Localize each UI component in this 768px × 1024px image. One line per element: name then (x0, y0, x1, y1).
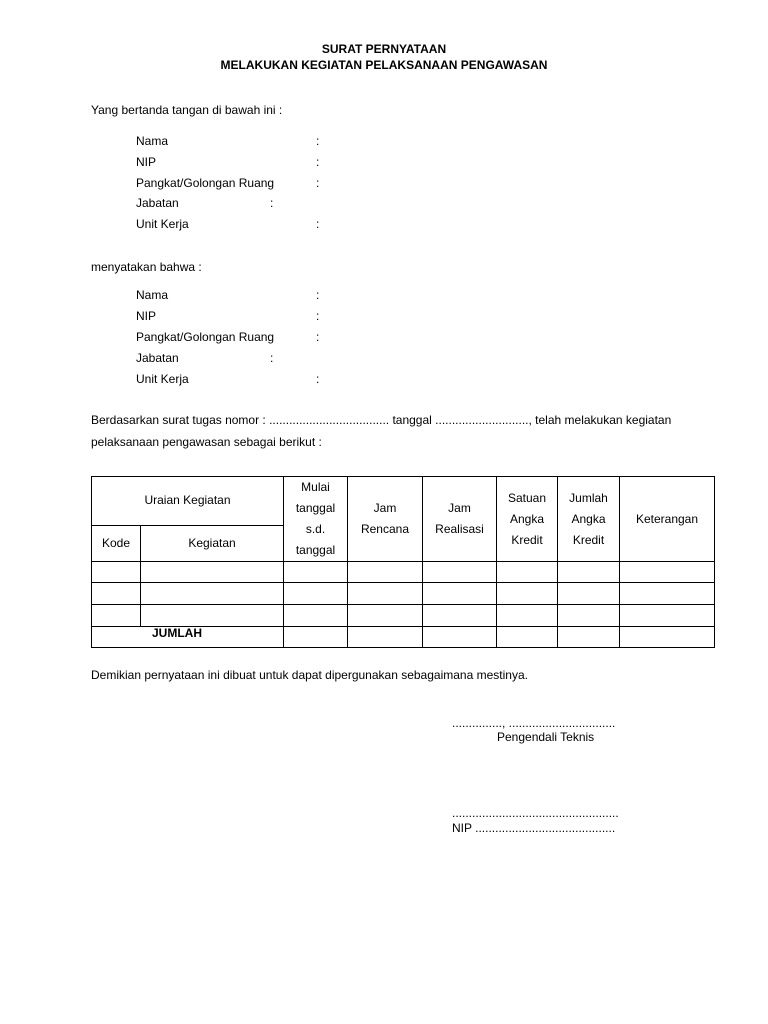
closing-text: Demikian pernyataan ini dibuat untuk dapat dipergunakan sebagaimana mestinya. (91, 668, 528, 682)
table-cell (558, 627, 620, 648)
table-cell (423, 627, 497, 648)
field-colon-jabatan-1: : (270, 196, 274, 210)
field-colon-unit-kerja-1: : (316, 217, 320, 231)
signature-nip-line: NIP .......................................... (452, 821, 616, 835)
header-satuan-angka-kredit (497, 477, 558, 562)
statement-text: menyatakan bahwa : (91, 260, 202, 274)
header-mulai-line-4: tanggal (295, 543, 336, 557)
table-cell (497, 562, 558, 583)
table-cell (92, 583, 141, 605)
header-jumlah-angka-kredit (558, 477, 620, 562)
header-jam-rencana-line-2: Rencana (360, 522, 410, 536)
header-mulai-tanggal (284, 477, 348, 562)
field-colon-nama-2: : (316, 288, 320, 302)
field-label-jabatan-2: Jabatan (136, 351, 179, 365)
table-cell (620, 583, 715, 605)
field-colon-nama-1: : (316, 134, 320, 148)
table-cell (423, 583, 497, 605)
table-cell (558, 583, 620, 605)
paragraph-line-1: Berdasarkan surat tugas nomor : .................................... tanggal ............................, telah melakukan kegiatan (91, 413, 672, 427)
field-label-pangkat-1: Pangkat/Golongan Ruang (136, 176, 275, 190)
header-jam-rencana (348, 477, 423, 562)
table-cell (423, 605, 497, 627)
table-cell (348, 583, 423, 605)
field-label-nip-2: NIP (136, 309, 157, 323)
header-uraian-kegiatan: Uraian Kegiatan (92, 477, 284, 526)
table-cell (284, 583, 348, 605)
signature-place-date: ..............., ................................ (452, 716, 616, 730)
document-subtitle: MELAKUKAN KEGIATAN PELAKSANAAN PENGAWASAN (220, 58, 548, 72)
header-kegiatan: Kegiatan (141, 525, 284, 561)
total-label: JUMLAH (92, 627, 284, 648)
table-cell (497, 627, 558, 648)
header-jam-rencana-line-1: Jam (373, 501, 397, 515)
table-row (92, 605, 715, 627)
field-colon-unit-kerja-2: : (316, 372, 320, 386)
table-cell (92, 562, 141, 583)
table-cell (284, 627, 348, 648)
field-colon-pangkat-1: : (316, 176, 320, 190)
table-cell (92, 605, 141, 627)
table-cell (284, 562, 348, 583)
field-label-pangkat-2: Pangkat/Golongan Ruang (136, 330, 275, 344)
activity-table (91, 476, 715, 648)
table-total-row (92, 627, 715, 648)
table-cell (348, 562, 423, 583)
table-cell (141, 605, 284, 627)
header-mulai-line-1: Mulai (301, 480, 330, 494)
header-satuan-line-3: Kredit (511, 532, 543, 547)
table-cell (497, 583, 558, 605)
field-colon-jabatan-2: : (270, 351, 274, 365)
header-satuan-line-1: Satuan (507, 490, 547, 505)
header-jam-realisasi-line-1: Jam (448, 501, 471, 515)
table-cell (558, 605, 620, 627)
field-label-nama-2: Nama (136, 288, 169, 302)
signature-name-line: .................................................. (452, 806, 619, 820)
table-cell (620, 605, 715, 627)
table-cell (620, 627, 715, 648)
paragraph-line-2: pelaksanaan pengawasan sebagai berikut : (91, 435, 322, 449)
header-jumlah-ak-line-1: Jumlah (569, 490, 608, 505)
table-cell (558, 562, 620, 583)
table-cell (141, 562, 284, 583)
table-cell (348, 605, 423, 627)
header-jam-realisasi (423, 477, 497, 562)
signature-role: Pengendali Teknis (497, 730, 595, 744)
table-row (92, 583, 715, 605)
table-header-row-1 (92, 477, 715, 526)
header-mulai-line-2: tanggal (295, 501, 336, 515)
table-row (92, 562, 715, 583)
field-label-jabatan-1: Jabatan (136, 196, 179, 210)
field-colon-nip-2: : (316, 309, 320, 323)
field-colon-nip-1: : (316, 155, 320, 169)
header-jumlah-ak-line-2: Angka (571, 511, 606, 526)
field-label-nip-1: NIP (136, 155, 157, 169)
header-satuan-line-2: Angka (509, 511, 545, 526)
field-colon-pangkat-2: : (316, 330, 320, 344)
table-cell (284, 605, 348, 627)
header-jam-realisasi-line-2: Realisasi (435, 522, 484, 536)
table-cell (141, 583, 284, 605)
header-mulai-line-3: s.d. (305, 522, 326, 536)
field-label-nama-1: Nama (136, 134, 169, 148)
header-jumlah-ak-line-3: Kredit (572, 532, 605, 547)
table-cell (348, 627, 423, 648)
table-cell (620, 562, 715, 583)
field-label-unit-kerja-2: Unit Kerja (136, 372, 189, 386)
document-title: SURAT PERNYATAAN (321, 42, 447, 56)
field-label-unit-kerja-1: Unit Kerja (136, 217, 189, 231)
header-kode: Kode (92, 525, 141, 561)
table-cell (497, 605, 558, 627)
header-keterangan: Keterangan (620, 477, 715, 562)
intro-text: Yang bertanda tangan di bawah ini : (91, 103, 283, 117)
table-cell (423, 562, 497, 583)
